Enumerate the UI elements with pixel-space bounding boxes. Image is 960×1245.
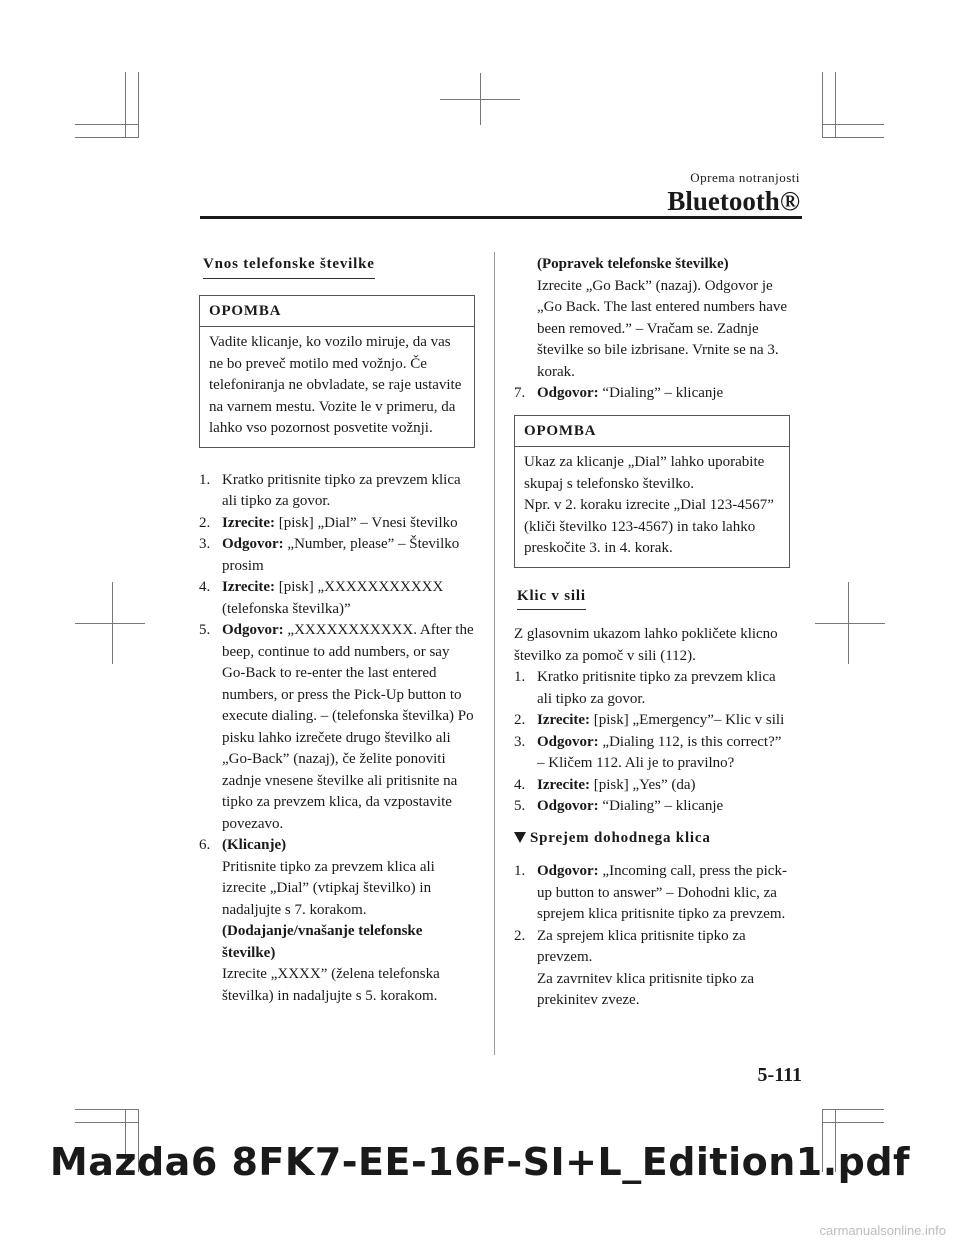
- step-number: 2.: [514, 712, 526, 728]
- step-number: 1.: [199, 471, 211, 488]
- step-text: „Number, please” – Številko prosim: [222, 536, 460, 574]
- step-number: 4.: [514, 776, 526, 793]
- header-rule: [200, 216, 802, 219]
- list-item: [514, 667, 790, 710]
- list-item: [199, 534, 475, 577]
- step-text: Kratko pritisnite tipko za prevzem klica ali tipko za govor.: [537, 669, 776, 707]
- step-text: [pisk] „Emergency”– Klic v sili: [590, 712, 785, 728]
- list-item: [514, 732, 790, 775]
- list-item: [514, 861, 790, 926]
- step-label: Izrecite:: [537, 712, 591, 728]
- step-text: „XXXXXXXXXXX. After the beep, continue to add numbers, or say Go-Back to re-enter the last entered numbers, or press the Pick-Up button to execute dialing. – (telefonska številka) Po pisku lahko izrečete drugo številko ali „Go-Back” (nazaj), če želite ponoviti zadnje vnesene številke ali pritisnite na tipko za prevzem klica, da vzpostavite povezavo.: [222, 622, 474, 832]
- triangle-bullet-icon: [514, 832, 526, 843]
- step-text: “Dialing” – klicanje: [598, 798, 724, 814]
- step-text: Za sprejem klica pritisnite tipko za prevzem.: [537, 927, 746, 965]
- steps-list: [514, 861, 790, 1012]
- step-number: 5.: [514, 798, 526, 814]
- step-heading-add-number: (Dodajanje/vnašanje telefonske številke): [222, 923, 423, 961]
- list-item: [514, 926, 790, 1012]
- incoming-heading-text: Sprejem dohodnega klica: [530, 829, 711, 846]
- subheading-emergency-call: Klic v sili: [517, 586, 586, 611]
- step-number: 1.: [514, 863, 526, 879]
- step-text: Kratko pritisnite tipko za prevzem klica ali tipko za govor.: [222, 471, 461, 509]
- note-title: OPOMBA: [200, 296, 474, 328]
- subheading-phone-number-entry: Vnos telefonske številke: [203, 254, 375, 279]
- step-label: Odgovor:: [537, 798, 599, 814]
- list-item: [514, 254, 790, 383]
- emergency-intro: Z glasovnim ukazom lahko pokličete klicno številko za pomoč v sili (112).: [514, 626, 778, 664]
- step-label: Odgovor:: [222, 536, 284, 552]
- step-text: „Incoming call, press the pick-up button to answer” – Dohodni klic, za sprejem klica pritisnite tipko za prevzem.: [537, 863, 787, 922]
- step-text: [pisk] „Yes” (da): [590, 776, 696, 793]
- list-item: [199, 470, 475, 513]
- step-label: Odgovor:: [537, 733, 599, 750]
- subheading-incoming-call: [514, 828, 790, 850]
- watermark: carmanualsonline.info: [819, 1223, 946, 1238]
- note-box: [514, 415, 790, 568]
- list-item: [514, 775, 790, 797]
- step-number: 3.: [514, 733, 526, 750]
- emergency-section: [514, 586, 790, 818]
- step-text: Pritisnite tipko za prevzem klica ali izrecite „Dial” (vtipkaj številko) in nadaljujte s 7. korakom.: [222, 858, 435, 918]
- step-heading-correct-number: (Popravek telefonske številke): [537, 256, 729, 272]
- step-number: 3.: [199, 536, 211, 552]
- step-number: 2.: [199, 514, 211, 531]
- left-column: [199, 254, 475, 1007]
- footer-filename: Mazda6 8FK7-EE-16F-SI+L_Edition1.pdf: [49, 1140, 911, 1184]
- step-number: 2.: [514, 927, 526, 944]
- note-title: OPOMBA: [515, 416, 789, 448]
- step-number: 4.: [199, 579, 211, 595]
- note-line: Npr. v 2. koraku izrecite „Dial 123-4567” (kliči številko 123-4567) in tako lahko preskočite 3. in 4. korak.: [524, 497, 774, 556]
- list-item: [199, 513, 475, 535]
- step-text: “Dialing” – klicanje: [598, 385, 724, 401]
- list-item: [514, 383, 790, 405]
- column-divider: [494, 252, 495, 1055]
- page-title: Bluetooth®: [667, 186, 800, 216]
- step-text: [pisk] „Dial” – Vnesi številko: [275, 514, 458, 531]
- step-number: 1.: [514, 669, 526, 685]
- note-text: Vadite klicanje, ko vozilo miruje, da vas ne bo preveč motilo med vožnjo. Če telefoniranja ne obvladate, se raje ustavite na varnem mestu. Vozite le v primeru, da lahko vso pozornost posvetite vožnji.: [209, 334, 462, 436]
- list-item: [199, 835, 475, 1007]
- step-label: Odgovor:: [537, 863, 599, 879]
- step-label: Odgovor:: [537, 385, 599, 401]
- step-number: 6.: [199, 837, 211, 853]
- steps-list: [199, 470, 475, 1008]
- page-number: 5-111: [757, 1064, 802, 1086]
- list-item: [514, 796, 790, 818]
- step-label: Izrecite:: [222, 579, 276, 595]
- step-label: Odgovor:: [222, 622, 284, 638]
- step-text: Za zavrnitev klica pritisnite tipko za prekinitev zveze.: [537, 970, 755, 1008]
- step-text: „Dialing 112, is this correct?” – Kličem 112. Ali je to pravilno?: [537, 733, 782, 771]
- step-label: Izrecite:: [537, 776, 591, 793]
- step-number: 7.: [514, 385, 526, 401]
- step-label: Izrecite:: [222, 514, 276, 531]
- step-number: 5.: [199, 622, 211, 638]
- step-text: Izrecite „Go Back” (nazaj). Odgovor je „Go Back. The last entered numbers have been removed.” – Vračam se. Zadnje številke so bile izbrisane. Vrnite se na 3. korak.: [537, 277, 788, 380]
- list-item: [199, 577, 475, 620]
- steps-list: [514, 667, 790, 818]
- step-text: [pisk] „XXXXXXXXXXX (telefonska številka)”: [222, 579, 444, 617]
- list-item: [199, 620, 475, 835]
- section-title: Oprema notranjosti: [690, 170, 800, 185]
- right-column: [514, 254, 790, 1012]
- list-item: [514, 710, 790, 732]
- step-heading-dialing: (Klicanje): [222, 837, 287, 853]
- note-box: [199, 295, 475, 448]
- step-text: Izrecite „XXXX” (želena telefonska številka) in nadaljujte s 5. korakom.: [222, 966, 440, 1004]
- incoming-call-section: [514, 828, 790, 1012]
- note-line: Ukaz za klicanje „Dial” lahko uporabite skupaj s telefonsko številko.: [524, 454, 765, 492]
- note-text: [515, 447, 789, 567]
